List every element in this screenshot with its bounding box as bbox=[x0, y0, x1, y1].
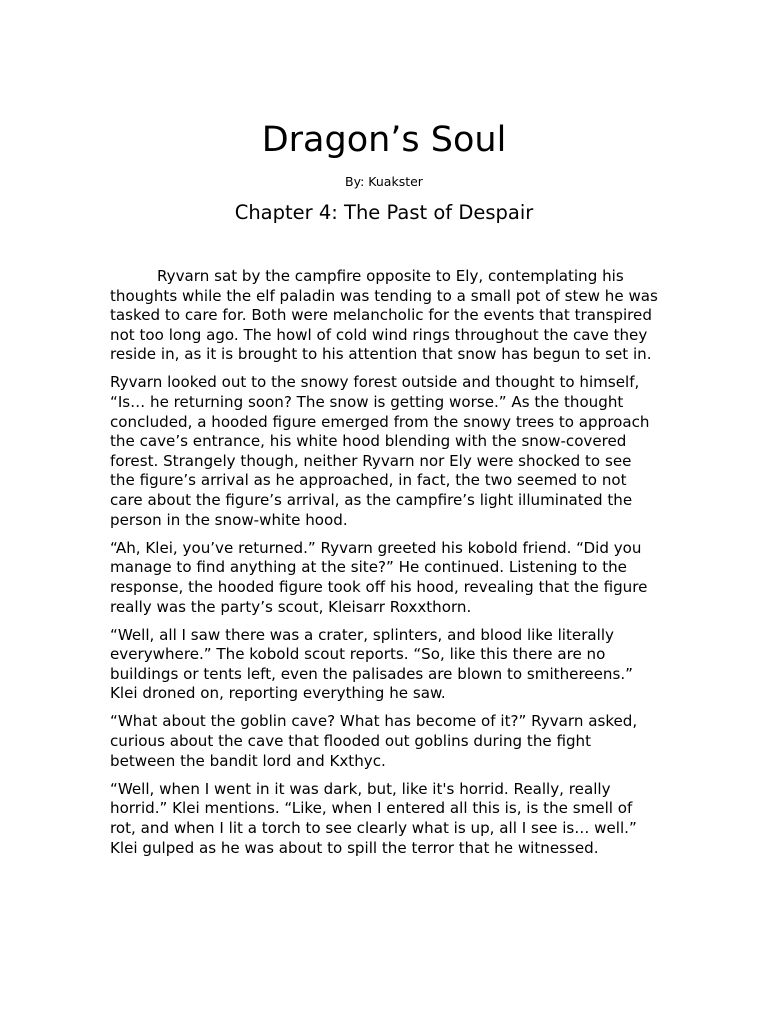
paragraph: “What about the goblin cave? What has become of it?” Ryvarn asked, curious about the cave that flooded out goblins during the fight between the bandit lord and Kxthyc. bbox=[110, 712, 638, 770]
paragraph: Ryvarn sat by the campfire opposite to Ely, contemplating his thoughts while the elf paladin was tending to a small pot of stew he was tasked to care for. Both were melancholic for the events that transpired not too long ago. The howl of cold wind rings throughout the cave they reside in, as it is brought to his attention that snow has begun to set in. bbox=[110, 267, 658, 364]
chapter-heading: Chapter 4: The Past of Despair bbox=[234, 201, 534, 224]
document-author: By: Kuakster bbox=[345, 174, 423, 189]
document-title: Dragon’s Soul bbox=[261, 120, 507, 160]
paragraph: “Ah, Klei, you’ve returned.” Ryvarn greeted his kobold friend. “Did you manage to find anything at the site?” He continued. Listening to the response, the hooded figure took off his hood, revealing that the figure really was the party’s scout, Kleisarr Roxxthorn. bbox=[110, 538, 648, 616]
chapter-body bbox=[110, 267, 658, 867]
paragraph: Ryvarn looked out to the snowy forest outside and thought to himself, “Is… he returning soon? The snow is getting worse.” As the thought concluded, a hooded figure emerged from the snowy trees to approach the cave’s entrance, his white hood blending with the snow-covered forest. Strangely though, neither Ryvarn nor Ely were shocked to see the figure’s arrival as he approached, in fact, the two seemed to not care about the figure’s arrival, as the campfire’s light illuminated the person in the snow-white hood. bbox=[110, 373, 650, 529]
paragraph: “Well, all I saw there was a crater, splinters, and blood like literally everywhere.” The kobold scout reports. “So, like this there are no buildings or tents left, even the palisades are blown to smithereens.” Klei droned on, reporting everything he saw. bbox=[110, 625, 633, 703]
paragraph: “Well, when I went in it was dark, but, like it's horrid. Really, really horrid.” Klei mentions. “Like, when I entered all this is, is the smell of rot, and when I lit a torch to see clearly what is up, all I see is… well.” Klei gulped as he was about to spill the terror that he witnessed. bbox=[110, 779, 637, 857]
